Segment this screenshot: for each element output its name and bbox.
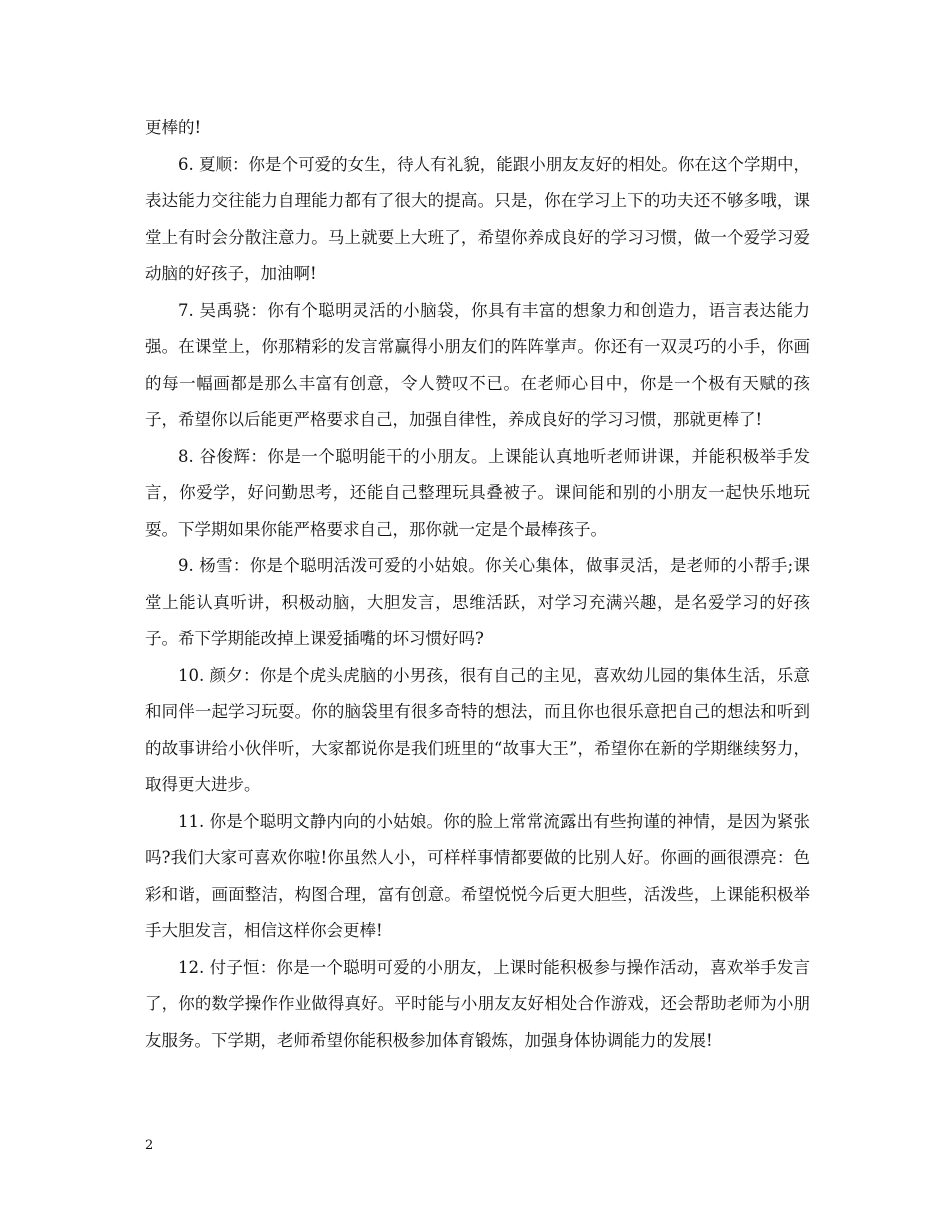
- paragraph-comment-8: 8. 谷俊辉：你是一个聪明能干的小朋友。上课能认真地听老师讲课，并能积极举手发言，你爱学，好问勤思考，还能自己整理玩具叠被子。课间能和别的小朋友一起快乐地玩耍。下学期如果你能严格要求自己，那你就一定是个最棒孩子。: [145, 446, 810, 539]
- page-number: 2: [145, 1138, 154, 1153]
- paragraph-comment-11: 11. 你是个聪明文静内向的小姑娘。你的脸上常常流露出有些拘谨的神情，是因为紧张吗?我们大家可喜欢你啦!你虽然人小，可样样事情都要做的比别人好。你画的画很漂亮：色彩和谐，画面整洁，构图合理，富有创意。希望悦悦今后更大胆些，活泼些，上课能积极举手大胆发言，相信这样你会更棒!: [145, 811, 810, 940]
- paragraph-comment-12: 12. 付子恒：你是一个聪明可爱的小朋友，上课时能积极参与操作活动，喜欢举手发言了，你的数学操作作业做得真好。平时能与小朋友友好相处合作游戏，还会帮助老师为小朋友服务。下学期，老师希望你能积极参加体育锻炼，加强身体协调能力的发展!: [145, 957, 810, 1050]
- paragraph-comment-6: 6. 夏顺：你是个可爱的女生，待人有礼貌，能跟小朋友友好的相处。你在这个学期中，表达能力交往能力自理能力都有了很大的提高。只是，你在学习上下的功夫还不够多哦，课堂上有时会分散注意力。马上就要上大班了，希望你养成良好的学习习惯，做一个爱学习爱动脑的好孩子，加油啊!: [145, 154, 810, 283]
- paragraph-comment-10: 10. 颜夕：你是个虎头虎脑的小男孩，很有自己的主见，喜欢幼儿园的集体生活，乐意和同伴一起学习玩耍。你的脑袋里有很多奇特的想法，而且你也很乐意把自己的想法和听到的故事讲给小伙伴听，大家都说你是我们班里的“故事大王”，希望你在新的学期继续努力，取得更大进步。: [145, 665, 810, 794]
- paragraph-comment-7: 7. 吴禹骁：你有个聪明灵活的小脑袋，你具有丰富的想象力和创造力，语言表达能力强。在课堂上，你那精彩的发言常赢得小朋友们的阵阵掌声。你还有一双灵巧的小手，你画的每一幅画都是那么丰富有创意，令人赞叹不已。在老师心目中，你是一个极有天赋的孩子，希望你以后能更严格要求自己，加强自律性，养成良好的学习习惯，那就更棒了!: [145, 300, 810, 429]
- document-body: [145, 110, 810, 1059]
- paragraph-continuation: 更棒的!: [145, 118, 202, 137]
- paragraph-comment-9: 9. 杨雪：你是个聪明活泼可爱的小姑娘。你关心集体，做事灵活，是老师的小帮手;课堂上能认真听讲，积极动脑，大胆发言，思维活跃，对学习充满兴趣，是名爱学习的好孩子。希下学期能改掉上课爱插嘴的坏习惯好吗?: [145, 556, 810, 648]
